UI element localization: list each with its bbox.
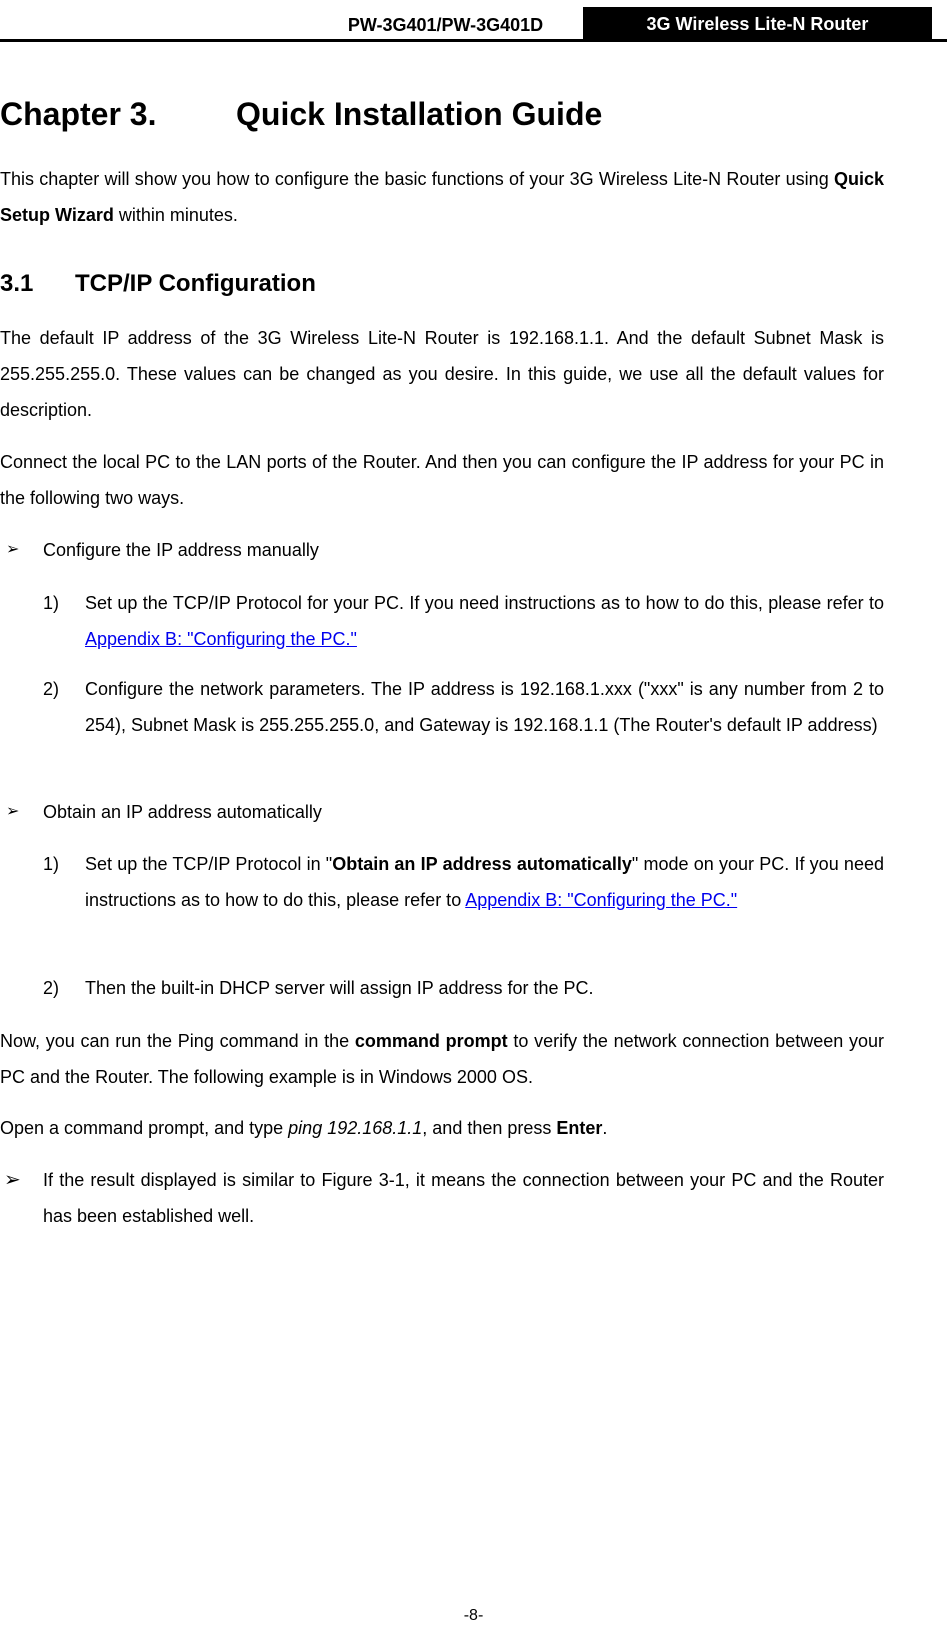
chapter-heading <box>0 86 602 142</box>
manual-step-1-text: Set up the TCP/IP Protocol for your PC. If you need instructions as to how to do this, please refer to <box>85 593 884 613</box>
ping-bold-term: command prompt <box>354 1031 508 1051</box>
auto-step-1 <box>85 846 884 918</box>
arrow-bullet-icon: ➢ <box>6 541 20 558</box>
intro-paragraph <box>0 161 884 233</box>
ping-text: Now, you can run the Ping command in the <box>0 1031 355 1051</box>
ping-paragraph <box>0 1023 884 1095</box>
arrow-bullet-icon: ➢ <box>6 803 20 820</box>
manual-step-2: Configure the network parameters. The IP address is 192.168.1.xxx ("xxx" is any number from 2 to 254), Subnet Mask is 255.255.255.0, and Gateway is 192.168.1.1 (The Router's default IP address) <box>85 679 884 735</box>
step-number: 1) <box>43 854 60 874</box>
chapter-title: Quick Installation Guide <box>236 96 603 132</box>
header-product-title: 3G Wireless Lite-N Router <box>583 7 932 40</box>
step-number: 1) <box>43 593 60 613</box>
chapter-number: Chapter 3. <box>0 96 157 132</box>
intro-text: This chapter will show you how to configure the basic functions of your 3G Wireless Lite-N Router using <box>0 169 834 189</box>
bullet-auto-title: Obtain an IP address automatically <box>43 802 322 822</box>
appendix-b-link[interactable]: Appendix B: "Configuring the PC." <box>465 890 738 910</box>
step-number: 2) <box>43 679 60 699</box>
connect-paragraph: Connect the local PC to the LAN ports of the Router. And then you can configure the IP address for your PC in the following two ways. <box>0 452 884 508</box>
auto-step-1-text: Set up the TCP/IP Protocol in " <box>85 854 333 874</box>
result-bullet-text: If the result displayed is similar to Figure 3-1, it means the connection between your PC and the Router has been established well. <box>43 1170 884 1226</box>
appendix-b-link[interactable]: Appendix B: "Configuring the PC." <box>85 629 357 649</box>
ping-command: ping 192.168.1.1 <box>288 1118 423 1138</box>
auto-step-1-bold: Obtain an IP address automatically <box>332 854 632 874</box>
open-prompt-paragraph <box>0 1110 884 1146</box>
arrow-bullet-icon: ➢ <box>4 1169 21 1191</box>
step-number: 2) <box>43 978 60 998</box>
header-rule <box>0 39 947 42</box>
auto-step-1-text-end: " mode on your PC. If you need instructions as to how to do this, please refer to <box>85 854 884 910</box>
section-heading <box>0 262 316 306</box>
bullet-manual-title: Configure the IP address manually <box>43 540 319 560</box>
section-number: 3.1 <box>0 270 34 297</box>
header-model: PW-3G401/PW-3G401D <box>347 15 544 35</box>
manual-step-1 <box>85 585 884 657</box>
open-text: Open a command prompt, and type <box>0 1118 289 1138</box>
enter-key-term: Enter <box>556 1118 603 1138</box>
section-title: TCP/IP Configuration <box>75 270 316 297</box>
intro-bold-term: Quick Setup Wizard <box>0 169 884 225</box>
default-ip-paragraph: The default IP address of the 3G Wireless Lite-N Router is 192.168.1.1. And the default Subnet Mask is 255.255.255.0. These values can be changed as you desire. In this guide, we use all the default values for description. <box>0 328 884 420</box>
intro-text-end: within minutes. <box>113 205 238 225</box>
page-number: -8- <box>463 1607 484 1624</box>
open-text-middle: , and then press <box>422 1118 557 1138</box>
ping-text-end: to verify the network connection between your PC and the Router. The following example is in Windows 2000 OS. <box>0 1031 884 1087</box>
open-text-end: . <box>602 1118 608 1138</box>
auto-step-2: Then the built-in DHCP server will assign IP address for the PC. <box>85 978 594 998</box>
